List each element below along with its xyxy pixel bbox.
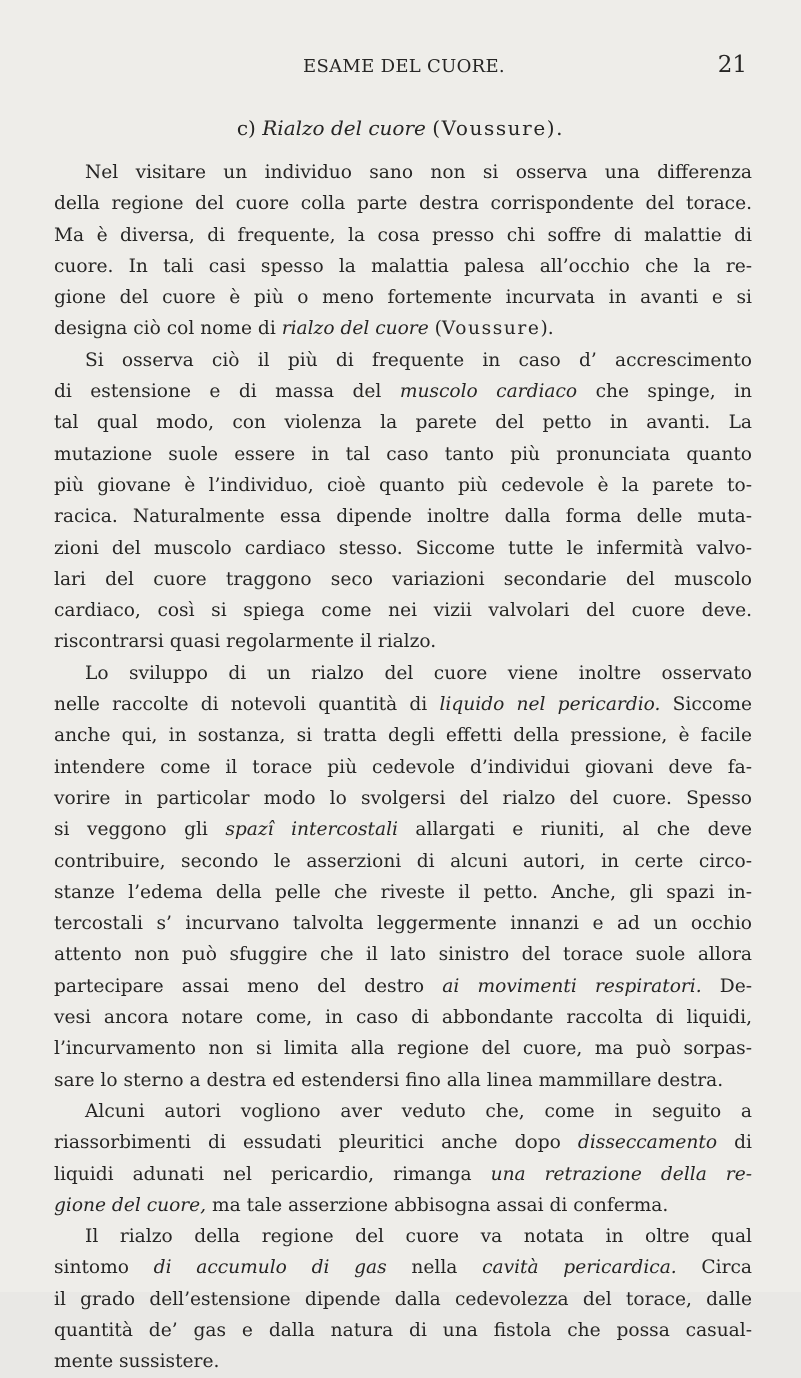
paragraph [54,157,752,345]
emphasis: disseccamento [577,1132,718,1154]
text-run: Si osserva ciò il più di frequente in caso d’ accrescimento [85,349,752,371]
text-line [54,1033,752,1064]
text-run: della regione del cuore colla parte destra corrispondente del torace. [54,193,752,215]
text-line [54,251,752,282]
text-line [54,564,752,595]
text-line [54,1284,752,1315]
text-line [54,1002,752,1033]
text-line [54,846,752,877]
text-run: stanze l’edema della pelle che riveste il petto. Anche, gli spazi in- [54,881,752,903]
text-run: intendere come il torace più cedevole d’individui giovani deve fa- [54,756,752,778]
text-run: tercostali s’ incurvano talvolta leggermente innanzi e ad un occhio [54,913,752,935]
text-line [54,783,752,814]
text-run: si veggono gli [54,819,226,841]
text-run: Ma è diversa, di frequente, la cosa presso chi soffre di malattie di [54,224,752,246]
text-line [54,1252,752,1283]
emphasis: spazî intercostali [225,819,398,841]
text-line [54,345,752,376]
text-run: Circa [676,1257,752,1279]
text-line [54,1127,752,1158]
text-line [54,1346,752,1377]
text-run: l’incurvamento non si limita alla regione del cuore, ma può sorpas- [54,1038,752,1060]
text-line [54,501,752,532]
text-line [54,908,752,939]
text-line [54,877,752,908]
text-run: Lo sviluppo di un rialzo del cuore viene inoltre osservato [85,662,752,684]
text-run: di estensione e di massa del [54,381,400,403]
text-line [54,626,752,657]
text-run: lari del cuore traggono seco variazioni secondarie del muscolo [54,568,752,590]
text-line [54,1159,752,1190]
text-run: riscontrarsi quasi regolarmente il rialzo. [54,631,437,653]
text-line [54,814,752,845]
text-run: nella [386,1257,483,1279]
text-run: più giovane è l’individuo, cioè quanto più cedevole è la parete to- [54,474,752,496]
text-line [54,1190,752,1221]
text-line [54,157,752,188]
text-line [54,1221,752,1252]
text-run: attento non può sfuggire che il lato sinistro del torace suole allora [54,944,752,966]
paragraph [54,345,752,658]
text-line [54,376,752,407]
text-line [54,282,752,313]
text-run: allargati e riuniti, al che deve [397,819,752,841]
section-label: c) [236,116,256,140]
section-author: (Voussure). [432,116,565,140]
text-run: di [717,1132,753,1154]
emphasis: ai movimenti respiratori. [442,975,702,997]
text-run: Nel visitare un individuo sano non si osserva una differenza [85,162,752,183]
text-line [54,1315,752,1346]
text-run: mente sussistere. [54,1351,220,1373]
paragraph [54,658,752,1096]
text-run: designa ciò col nome di [54,318,282,340]
text-line [54,1096,752,1127]
text-run: tal qual modo, con violenza la parete del petto in avanti. La [54,412,752,434]
text-line [54,470,752,501]
text-line [54,533,752,564]
emphasis: gione del cuore, [54,1194,207,1216]
text-line [54,658,752,689]
text-line [54,971,752,1002]
text-line [54,407,752,438]
section-heading [0,116,801,140]
emphasis: di accumulo di gas [153,1257,387,1279]
text-run: il grado dell’estensione dipende dalla cedevolezza del torace, dalle [54,1288,752,1310]
body-text [54,157,752,1378]
text-run: cuore. In tali casi spesso la malattia palesa all’occhio che la re- [54,255,752,277]
text-run: ). [540,318,554,340]
text-line [54,1065,752,1096]
text-run: vesi ancora notare come, in caso di abbondante raccolta di liquidi, [54,1007,752,1029]
text-run: racica. Naturalmente essa dipende inoltre dalla forma delle muta- [54,506,752,528]
running-header [0,52,801,86]
text-run: ( [428,318,442,340]
emphasis: liquido nel pericardio. [439,694,661,716]
text-run: ma tale asserzione abbisogna assai di conferma. [206,1194,669,1216]
text-run: quantità de’ gas e dalla natura di una fistola che possa casual- [54,1319,752,1341]
running-title: ESAME DEL CUORE. [303,56,505,77]
text-run: anche qui, in sostanza, si tratta degli effetti della pressione, è facile [54,725,752,747]
text-run: zioni del muscolo cardiaco stesso. Siccome tutte le infermità valvo- [54,537,752,559]
page-number: 21 [717,52,747,78]
text-line [54,939,752,970]
text-line [54,313,752,344]
text-run: gione del cuore è più o meno fortemente incurvata in avanti e si [54,287,752,309]
text-line [54,720,752,751]
text-run: vorire in particolar modo lo svolgersi del rialzo del cuore. Spesso [54,787,752,809]
paragraph [54,1096,752,1221]
text-run: sintomo [54,1257,154,1279]
text-line [54,752,752,783]
text-line [54,689,752,720]
text-run: che spinge, in [577,381,752,403]
text-run: Voussure [441,318,541,340]
text-line [54,220,752,251]
text-run: Alcuni autori vogliono aver veduto che, come in seguito a [85,1100,752,1122]
text-run: liquidi adunati nel pericardio, rimanga [54,1163,491,1185]
emphasis: una retrazione della re- [490,1163,752,1185]
text-run: cardiaco, così si spiega come nei vizii valvolari del cuore deve. [54,600,752,622]
text-run: Il rialzo della regione del cuore va notata in oltre qual [85,1226,752,1248]
text-line [54,439,752,470]
paragraph [54,1221,752,1377]
text-run: contribuire, secondo le asserzioni di alcuni autori, in certe circo- [54,850,752,872]
text-run: Siccome [660,694,752,716]
text-run: partecipare assai meno del destro [54,975,443,997]
text-run: sare lo sterno a destra ed estendersi fino alla linea mammillare destra. [54,1069,724,1091]
text-line [54,595,752,626]
text-line [54,188,752,219]
section-title: Rialzo del cuore [262,116,426,140]
emphasis: muscolo cardiaco [399,381,578,403]
text-run: mutazione suole essere in tal caso tanto più pronunciata quanto [54,443,752,465]
text-run: De- [701,975,753,997]
emphasis: cavità pericardica. [482,1257,677,1279]
text-run: nelle raccolte di notevoli quantità di [54,694,440,716]
emphasis: rialzo del cuore [281,318,429,340]
text-run: riassorbimenti di essudati pleuritici anche dopo [54,1132,578,1154]
